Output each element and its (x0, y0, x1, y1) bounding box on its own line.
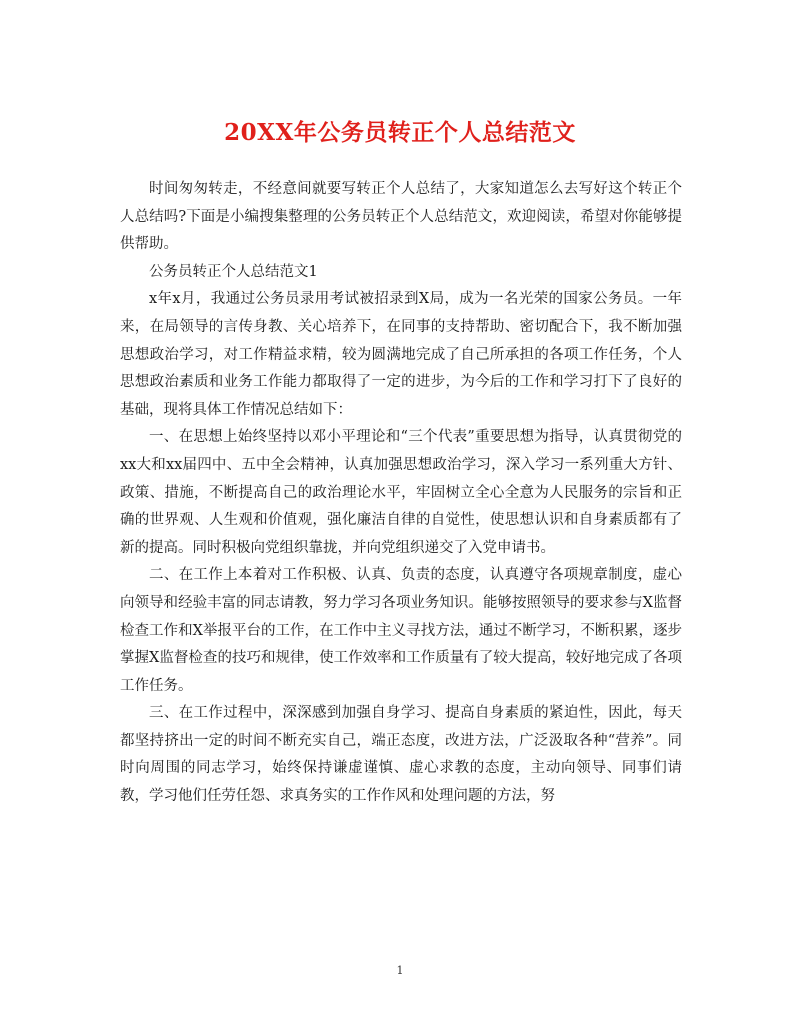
body-paragraph-1: x年x月，我通过公务员录用考试被招录到X局，成为一名光荣的国家公务员。一年来，在局领导的言传身教、关心培养下，在同事的支持帮助、密切配合下，我不断加强思想政治学习，对工作精益求精，较为圆满地完成了自己所承担的各项工作任务，个人思想政治素质和业务工作能力都取得了一定的进步，为今后的工作和学习打下了良好的基础，现将具体工作情况总结如下： (120, 291, 682, 418)
document-title: 20XX年公务员转正个人总结范文 (224, 119, 576, 146)
body-paragraph-3: 二、在工作上本着对工作积极、认真、负责的态度，认真遵守各项规章制度，虚心向领导和经验丰富的同志请教，努力学习各项业务知识。能够按照领导的要求参与X监督检查工作和X举报平台的工作，在工作中主义寻找方法，通过不断学习，不断积累，逐步掌握X监督检查的技巧和规律，使工作效率和工作质量有了较大提高，较好地完成了各项工作任务。 (120, 567, 682, 694)
intro-paragraph: 时间匆匆转走，不经意间就要写转正个人总结了，大家知道怎么去写好这个转正个人总结吗?下面是小编搜集整理的公务员转正个人总结范文，欢迎阅读，希望对你能够提供帮助。 (120, 181, 682, 253)
page-number: 1 (396, 964, 404, 977)
body-paragraph-4: 三、在工作过程中，深深感到加强自身学习、提高自身素质的紧迫性，因此，每天都坚持挤出一定的时间不断充实自己，端正态度，改进方法，广泛汲取各种“营养”。同时向周围的同志学习，始终保持谦虚谨慎、虚心求教的态度，主动向领导、同事们请教，学习他们任劳任怨、求真务实的工作作风和处理问题的方法，努 (120, 705, 682, 805)
document-body (120, 176, 682, 811)
section-heading: 公务员转正个人总结范文1 (149, 263, 318, 280)
body-paragraph-2: 一、在思想上始终坚持以邓小平理论和“三个代表”重要思想为指导，认真贯彻党的xx大和xx届四中、五中全会精神，认真加强思想政治学习，深入学习一系列重大方针、政策、措施，不断提高自己的政治理论水平，牢固树立全心全意为人民服务的宗旨和正确的世界观、人生观和价值观，强化廉洁自律的自觉性，使思想认识和自身素质都有了新的提高。同时积极向党组织靠拢，并向党组织递交了入党申请书。 (120, 429, 682, 556)
